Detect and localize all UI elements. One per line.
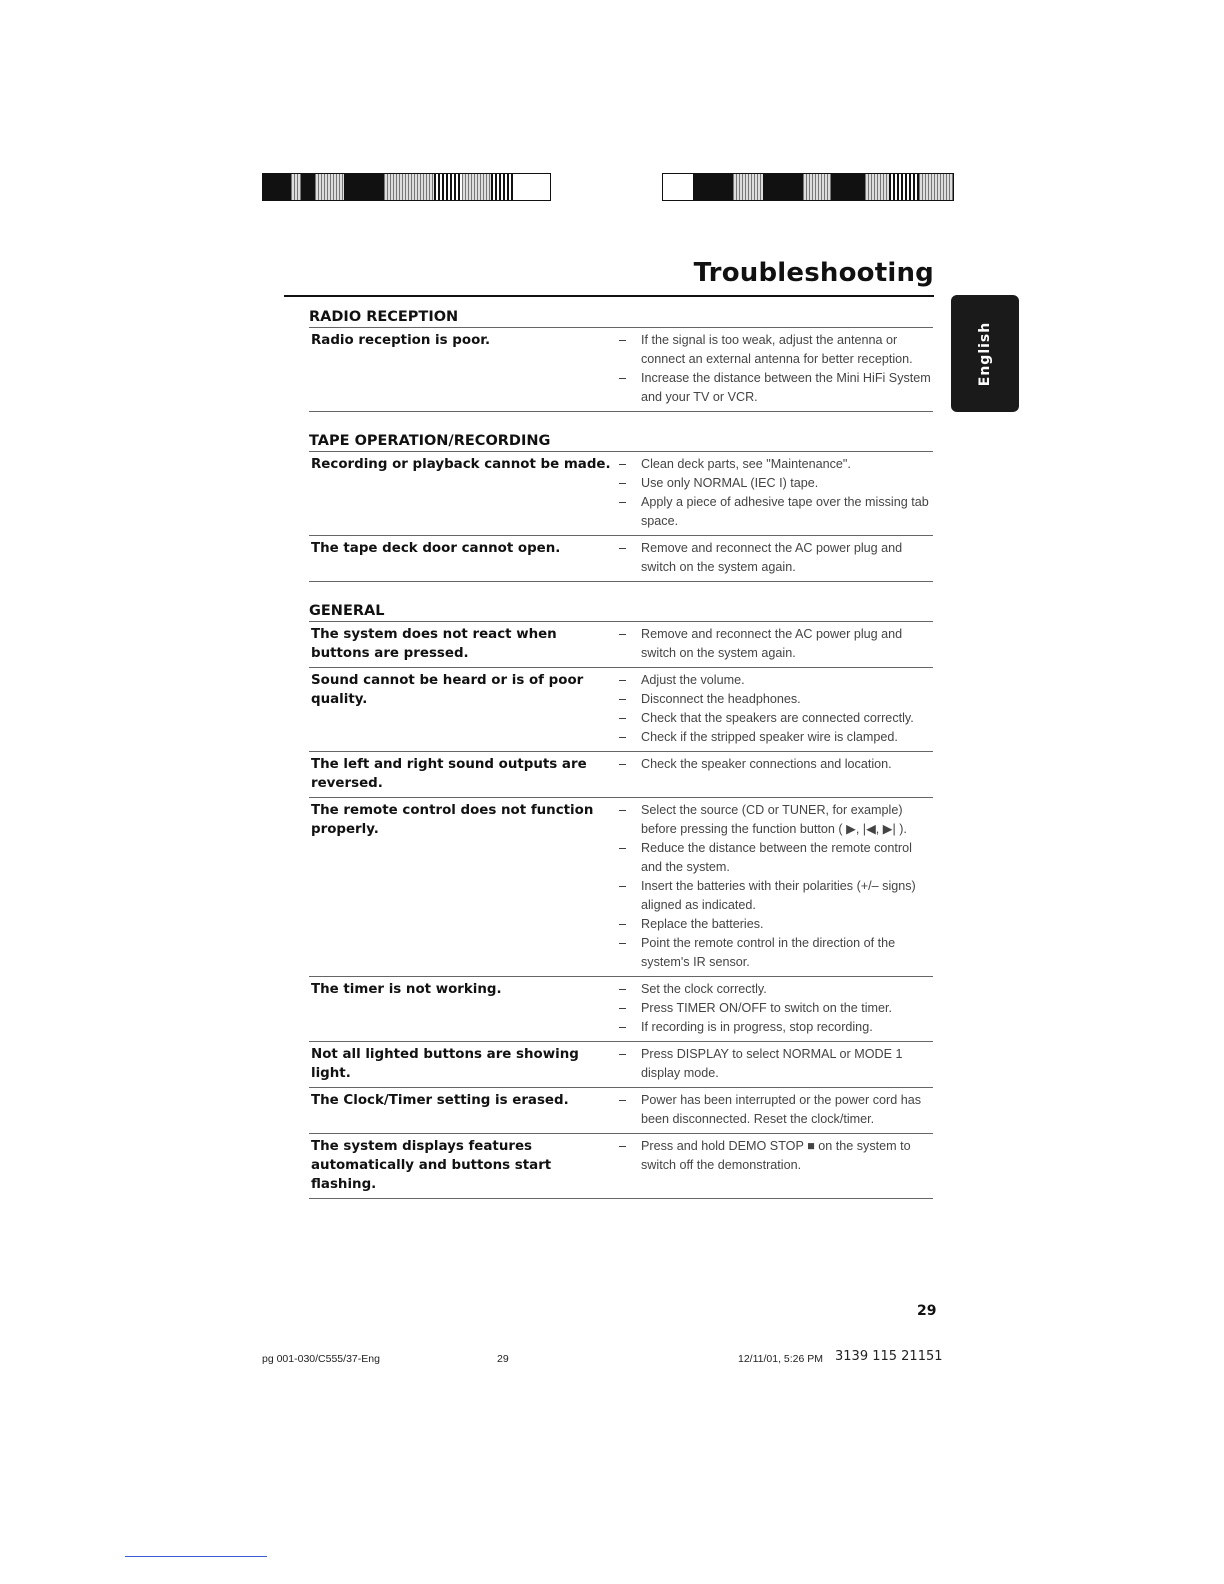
solution-text: Check if the stripped speaker wire is clamped. bbox=[641, 730, 898, 744]
problem-text: The remote control does not function properly. bbox=[311, 803, 594, 837]
solution-item bbox=[619, 455, 933, 474]
solution-text: Remove and reconnect the AC power plug and switch on the system again. bbox=[641, 541, 903, 574]
solution-item bbox=[619, 839, 933, 877]
solution-list bbox=[619, 331, 933, 407]
problem-text: The system displays features automatically and buttons start flashing. bbox=[311, 1139, 552, 1192]
dash-bullet: – bbox=[619, 757, 627, 771]
solution-text: Reduce the distance between the remote control and the system. bbox=[641, 841, 912, 874]
section-gap bbox=[309, 412, 933, 428]
dash-bullet: – bbox=[619, 627, 627, 641]
solution-text: Insert the batteries with their polarities (+/– signs) aligned as indicated. bbox=[641, 879, 916, 912]
solution-item bbox=[619, 755, 933, 774]
dash-bullet: – bbox=[619, 803, 627, 817]
bottom-rule bbox=[125, 1556, 267, 1557]
solution-item bbox=[619, 625, 933, 663]
solution-text: If the signal is too weak, adjust the antenna or connect an external antenna for better reception. bbox=[641, 333, 913, 366]
footer-page: 29 bbox=[497, 1353, 509, 1365]
footer-code: 3139 115 21151 bbox=[835, 1349, 943, 1364]
solution-item bbox=[619, 690, 933, 709]
dash-bullet: – bbox=[619, 711, 627, 725]
solution-text: Replace the batteries. bbox=[641, 917, 764, 931]
dash-bullet: – bbox=[619, 457, 627, 471]
problem-text: Not all lighted buttons are showing light. bbox=[311, 1047, 579, 1081]
troubleshooting-table bbox=[309, 304, 933, 1199]
problem-text: The timer is not working. bbox=[311, 982, 502, 997]
section-heading: TAPE OPERATION/RECORDING bbox=[309, 428, 933, 452]
dash-bullet: – bbox=[619, 333, 627, 347]
dash-bullet: – bbox=[619, 879, 627, 893]
problem-text: Sound cannot be heard or is of poor quality. bbox=[311, 673, 584, 707]
section-heading: GENERAL bbox=[309, 598, 933, 622]
solution-item bbox=[619, 474, 933, 493]
solution-item bbox=[619, 999, 933, 1018]
solution-item bbox=[619, 728, 933, 747]
solution-list bbox=[619, 625, 933, 663]
title-rule bbox=[284, 295, 934, 297]
solution-text: Set the clock correctly. bbox=[641, 982, 767, 996]
problem-text: The system does not react when buttons are pressed. bbox=[311, 627, 557, 661]
solution-list bbox=[619, 755, 933, 793]
dash-bullet: – bbox=[619, 730, 627, 744]
solution-text: Apply a piece of adhesive tape over the missing tab space. bbox=[641, 495, 929, 528]
problem-text: Radio reception is poor. bbox=[311, 333, 491, 348]
dash-bullet: – bbox=[619, 1093, 627, 1107]
registration-mark-right bbox=[662, 173, 954, 201]
solution-item bbox=[619, 369, 933, 407]
solution-item bbox=[619, 493, 933, 531]
page-number: 29 bbox=[917, 1303, 937, 1319]
dash-bullet: – bbox=[619, 476, 627, 490]
registration-mark-left bbox=[262, 173, 551, 201]
language-tab bbox=[951, 295, 1019, 412]
solution-list bbox=[619, 455, 933, 531]
solution-list bbox=[619, 1137, 933, 1194]
solution-text: Check that the speakers are connected correctly. bbox=[641, 711, 914, 725]
table-row bbox=[309, 752, 933, 798]
dash-bullet: – bbox=[619, 1047, 627, 1061]
problem-text: Recording or playback cannot be made. bbox=[311, 457, 611, 472]
footer-file: pg 001-030/C555/37-Eng bbox=[262, 1353, 380, 1365]
solution-item bbox=[619, 331, 933, 369]
solution-text: Use only NORMAL (IEC I) tape. bbox=[641, 476, 819, 490]
solution-list bbox=[619, 980, 933, 1037]
solution-list bbox=[619, 671, 933, 747]
solution-text: Press DISPLAY to select NORMAL or MODE 1 display mode. bbox=[641, 1047, 903, 1080]
table-row bbox=[309, 1134, 933, 1199]
solution-text: Check the speaker connections and location. bbox=[641, 757, 892, 771]
table-row bbox=[309, 1088, 933, 1134]
dash-bullet: – bbox=[619, 982, 627, 996]
table-row bbox=[309, 536, 933, 582]
solution-list bbox=[619, 801, 933, 972]
dash-bullet: – bbox=[619, 1139, 627, 1153]
solution-text: Point the remote control in the direction of the system's IR sensor. bbox=[641, 936, 896, 969]
solution-text: Power has been interrupted or the power cord has been disconnected. Reset the clock/timer. bbox=[641, 1093, 922, 1126]
dash-bullet: – bbox=[619, 1020, 627, 1034]
problem-text: The tape deck door cannot open. bbox=[311, 541, 561, 556]
table-row bbox=[309, 328, 933, 412]
solution-item bbox=[619, 1018, 933, 1037]
solution-item bbox=[619, 1045, 933, 1083]
solution-item bbox=[619, 980, 933, 999]
solution-text: Disconnect the headphones. bbox=[641, 692, 801, 706]
solution-item bbox=[619, 801, 933, 839]
solution-text: Press TIMER ON/OFF to switch on the timer. bbox=[641, 1001, 893, 1015]
table-row bbox=[309, 1042, 933, 1088]
solution-item bbox=[619, 915, 933, 934]
page-title: Troubleshooting bbox=[693, 258, 934, 288]
problem-text: The Clock/Timer setting is erased. bbox=[311, 1093, 569, 1108]
problem-text: The left and right sound outputs are reversed. bbox=[311, 757, 587, 791]
solution-item bbox=[619, 934, 933, 972]
solution-list bbox=[619, 1045, 933, 1083]
solution-text: Select the source (CD or TUNER, for example) before pressing the function button ( ▶, |◀, ▶| ). bbox=[641, 803, 907, 836]
language-tab-label: English bbox=[977, 321, 993, 386]
table-row bbox=[309, 622, 933, 668]
solution-item bbox=[619, 1137, 933, 1175]
solution-list bbox=[619, 539, 933, 577]
dash-bullet: – bbox=[619, 1001, 627, 1015]
table-row bbox=[309, 977, 933, 1042]
dash-bullet: – bbox=[619, 936, 627, 950]
solution-text: If recording is in progress, stop recording. bbox=[641, 1020, 873, 1034]
solution-text: Adjust the volume. bbox=[641, 673, 745, 687]
table-row bbox=[309, 798, 933, 977]
section-gap bbox=[309, 582, 933, 598]
dash-bullet: – bbox=[619, 841, 627, 855]
dash-bullet: – bbox=[619, 541, 627, 555]
dash-bullet: – bbox=[619, 917, 627, 931]
dash-bullet: – bbox=[619, 495, 627, 509]
footer-datetime: 12/11/01, 5:26 PM bbox=[738, 1353, 824, 1365]
solution-text: Clean deck parts, see "Maintenance". bbox=[641, 457, 851, 471]
table-row bbox=[309, 668, 933, 752]
solution-text: Remove and reconnect the AC power plug and switch on the system again. bbox=[641, 627, 903, 660]
solution-text: Press and hold DEMO STOP ■ on the system to switch off the demonstration. bbox=[641, 1139, 911, 1172]
solution-item bbox=[619, 539, 933, 577]
dash-bullet: – bbox=[619, 673, 627, 687]
solution-item bbox=[619, 1091, 933, 1129]
solution-text: Increase the distance between the Mini HiFi System and your TV or VCR. bbox=[641, 371, 931, 404]
table-row bbox=[309, 452, 933, 536]
solution-list bbox=[619, 1091, 933, 1129]
solution-item bbox=[619, 709, 933, 728]
solution-item bbox=[619, 671, 933, 690]
dash-bullet: – bbox=[619, 371, 627, 385]
dash-bullet: – bbox=[619, 692, 627, 706]
solution-item bbox=[619, 877, 933, 915]
section-heading: RADIO RECEPTION bbox=[309, 304, 933, 328]
